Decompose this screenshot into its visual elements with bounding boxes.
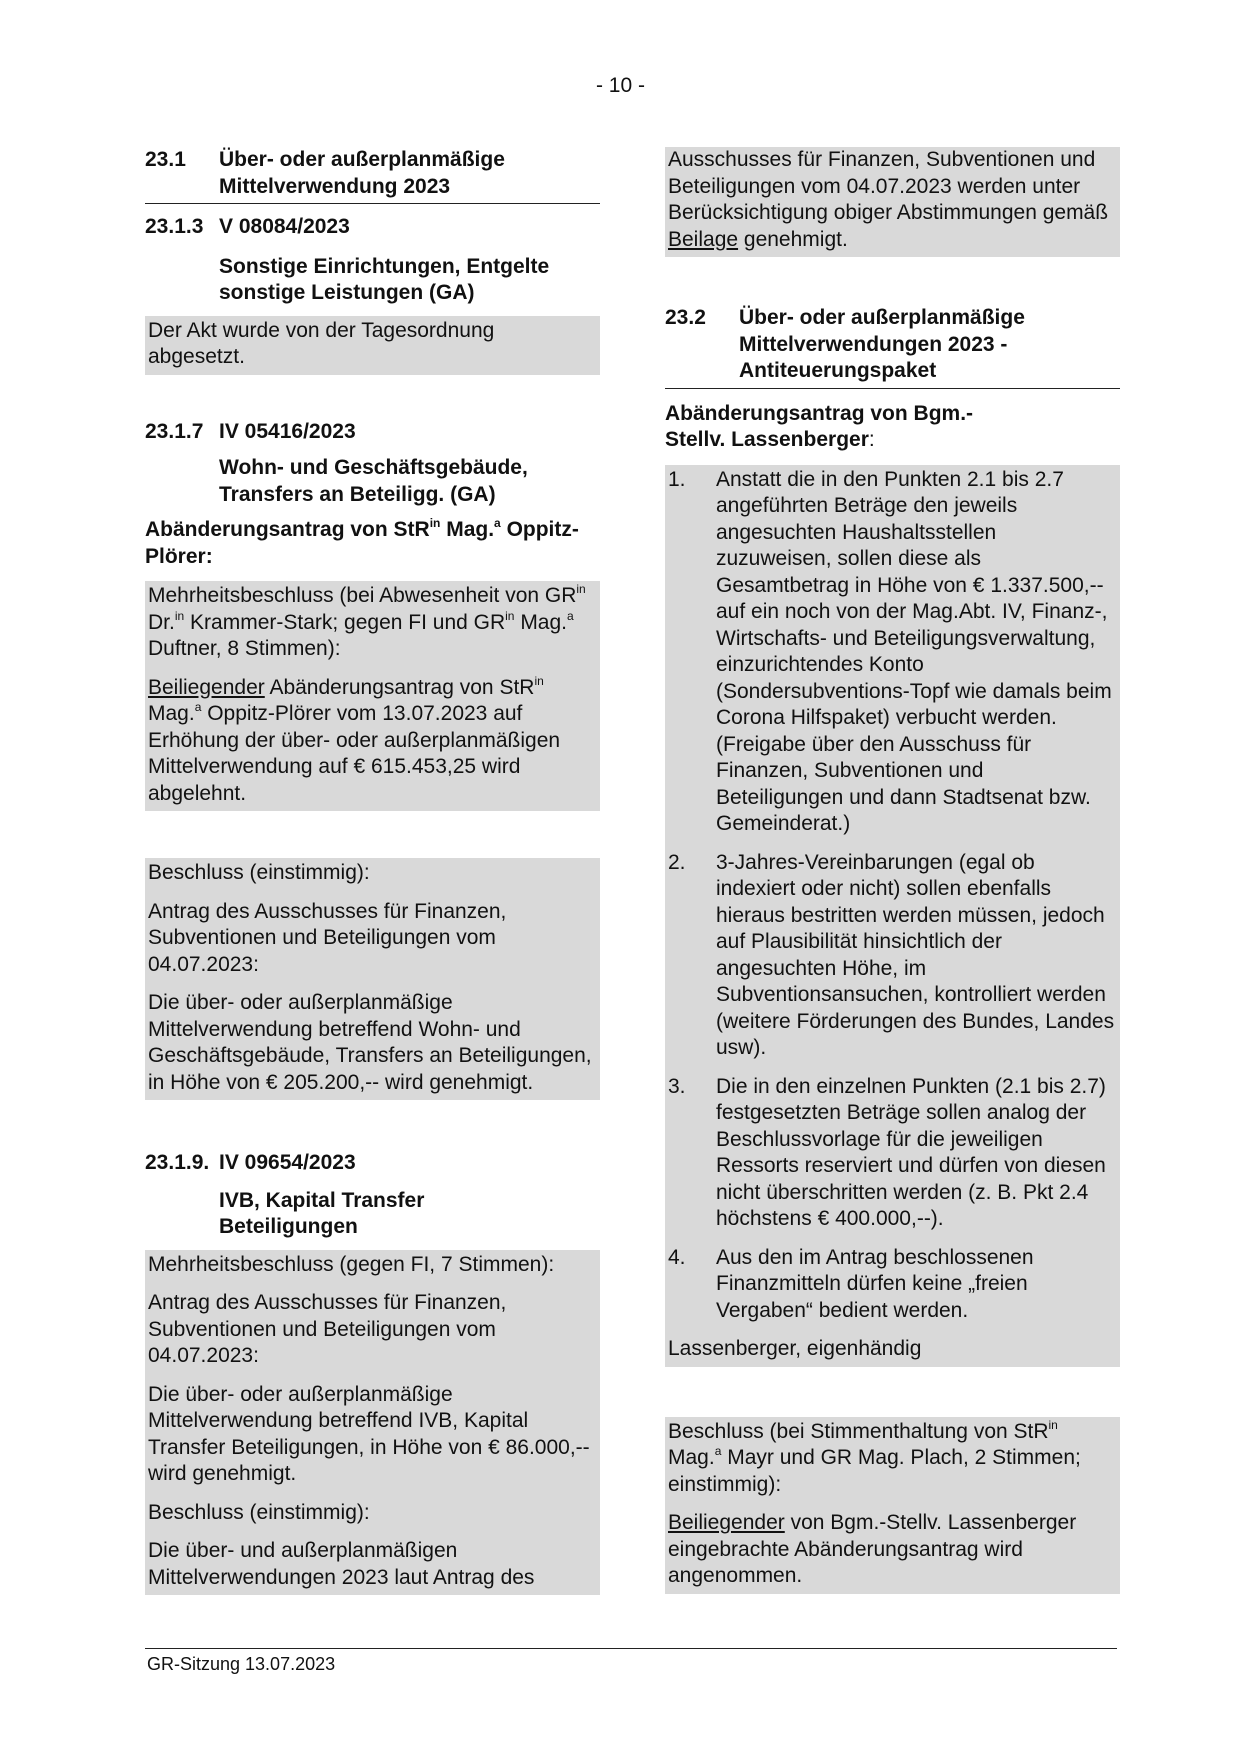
section-23-1-7-heading	[145, 419, 600, 446]
motion-text: Antrag des Ausschusses für Finanzen, Subventionen und Beteiligungen vom 04.07.2023:	[148, 899, 507, 976]
section-number: 23.1.7	[145, 419, 204, 443]
section-title: Über- oder außerplanmäßige Mittelverwendungen 2023 - Antiteuerungspaket	[739, 306, 1025, 382]
attachment-link[interactable]: Beiliegender	[668, 1511, 785, 1534]
section-23-2-heading	[665, 305, 1120, 389]
section-number: 23.1.9.	[145, 1151, 210, 1174]
decision-block	[665, 1417, 1120, 1594]
decision-block	[145, 1250, 600, 1596]
amendment-heading: Abänderungsantrag von Bgm.-Stellv. Lassenberger:	[665, 401, 974, 451]
attachment-link[interactable]: Beilage	[668, 227, 739, 251]
decision-text: Der Akt wurde von der Tagesordnung abgesetzt.	[148, 318, 495, 368]
amendment-heading: Abänderungsantrag von StR$^{in}$ Mag.$^a$ Oppitz-Plörer:	[145, 516, 579, 568]
footer-divider	[145, 1648, 1117, 1649]
decision-text: Die über- oder außerplanmäßige Mittelverwendung betreffend IVB, Kapital Transfer Beteiligungen, in Höhe von € 86.000,-- wird genehmigt.	[148, 1382, 590, 1485]
decision-text-continued: Ausschusses für Finanzen, Subventionen und Beteiligungen vom 04.07.2023 werden unter Berücksichtigung obiger Abstimmungen gemäß Beilage genehmigt.	[668, 148, 1109, 251]
footer-text: GR-Sitzung 13.07.2023	[147, 1654, 336, 1674]
right-column	[665, 147, 1120, 1594]
section-subtitle: Sonstige Einrichtungen, Entgelte sonstige Leistungen (GA)	[219, 254, 550, 304]
decision-vote: Mehrheitsbeschluss (gegen FI, 7 Stimmen):	[148, 1252, 555, 1276]
decision-text: Die über- oder außerplanmäßige Mittelverwendung betreffend Wohn- und Geschäftsgebäude, Transfers an Beteiligungen, in Höhe von € 205.200,-- wird genehmigt.	[148, 991, 592, 1094]
section-23-1-heading	[145, 147, 600, 204]
motion-text: Antrag des Ausschusses für Finanzen, Subventionen und Beteiligungen vom 04.07.2023:	[148, 1291, 507, 1367]
page-number: - 10 -	[595, 74, 645, 97]
decision-text: Die über- und außerplanmäßigen Mittelverwendungen 2023 laut Antrag des	[148, 1539, 535, 1589]
decision-vote: Beschluss (einstimmig):	[148, 861, 370, 884]
attachment-link[interactable]: Beiliegender	[148, 675, 265, 699]
decision-block	[145, 316, 600, 375]
section-code: IV 05416/2023	[219, 419, 356, 443]
section-title: Über- oder außerplanmäßige Mittelverwendung 2023	[219, 148, 505, 198]
signature: Lassenberger, eigenhändig	[668, 1337, 922, 1360]
list-item: 1. Anstatt die in den Punkten 2.1 bis 2.7 angeführten Beträge den jeweils angesuchten Haushaltsstellen zuzuweisen, sollen diese als Gesamtbetrag in Höhe von € 1.337.500,-- auf ein noch von der Mag.Abt. IV, Finanz-, Wirtschafts- und Beteiligungsverwaltung, einzurichtendes Konto (Sondersubventions-Topf wie damals beim Corona Hilfspaket) verbucht werden. (Freigabe über den Ausschuss für Finanzen, Subventionen und Beteiligungen und dann Stadtsenat bzw. Gemeinderat.)	[668, 467, 1112, 835]
left-column	[145, 147, 600, 1595]
decision-block-continued	[665, 147, 1120, 257]
list-item: 2. 3-Jahres-Vereinbarungen (egal ob indexiert oder nicht) sollen ebenfalls hieraus bestritten werden müssen, jedoch auf Plausibilität hinsichtlich der angesuchten Höhe, im Subventionsansuchen, kontrolliert werden (weitere Förderungen des Bundes, Landes usw).	[668, 850, 1115, 1059]
amendment-block	[665, 465, 1120, 1367]
decision-block	[145, 581, 600, 811]
decision-vote: Beschluss (bei Stimmenthaltung von StR$^{in}$ Mag.$^a$ Mayr und GR Mag. Plach, 2 Stimmen; einstimmig):	[668, 1417, 1081, 1496]
list-item: 3. Die in den einzelnen Punkten (2.1 bis 2.7) festgesetzten Beträge sollen analog der Beschlussvorlage für die jeweiligen Ressorts reserviert und dürfen von diesen nicht überschritten werden (z. B. Pkt 2.4 höchstens € 400.000,--).	[668, 1074, 1106, 1230]
section-code: V 08084/2023	[219, 215, 350, 238]
list-item: 4. Aus den im Antrag beschlossenen Finanzmitteln dürfen keine „freien Vergaben“ bedient werden.	[668, 1245, 1034, 1322]
decision-vote: Mehrheitsbeschluss (bei Abwesenheit von $GR^{in}$ Dr.$^{in}$ Krammer-Stark; gegen FI und $GR^{in}$ Mag.$^a$ Duftner, 8 Stimmen):	[148, 582, 586, 660]
decision-block	[145, 858, 600, 1100]
section-23-1-9-heading	[145, 1150, 600, 1177]
decision-text: Beiliegender von Bgm.-Stellv. Lassenberger eingebrachte Abänderungsantrag wird angenommen.	[668, 1511, 1077, 1587]
section-23-1-3-heading	[145, 214, 600, 241]
decision-text: Beiliegender Abänderungsantrag von StR$^{in}$ Mag.$^a$ Oppitz-Plörer vom 13.07.2023 auf Erhöhung der über- oder außerplanmäßigen Mittelverwendung auf € 615.453,25 wird abgelehnt.	[148, 673, 561, 805]
decision-vote: Beschluss (einstimmig):	[148, 1500, 370, 1524]
section-subtitle: IVB, Kapital Transfer Beteiligungen	[219, 1188, 425, 1238]
section-code: IV 09654/2023	[219, 1151, 356, 1174]
section-number: 23.2	[665, 306, 706, 329]
section-number: 23.1	[145, 148, 186, 171]
section-number: 23.1.3	[145, 215, 204, 238]
section-subtitle: Wohn- und Geschäftsgebäude, Transfers an Beteiligg. (GA)	[219, 456, 528, 506]
